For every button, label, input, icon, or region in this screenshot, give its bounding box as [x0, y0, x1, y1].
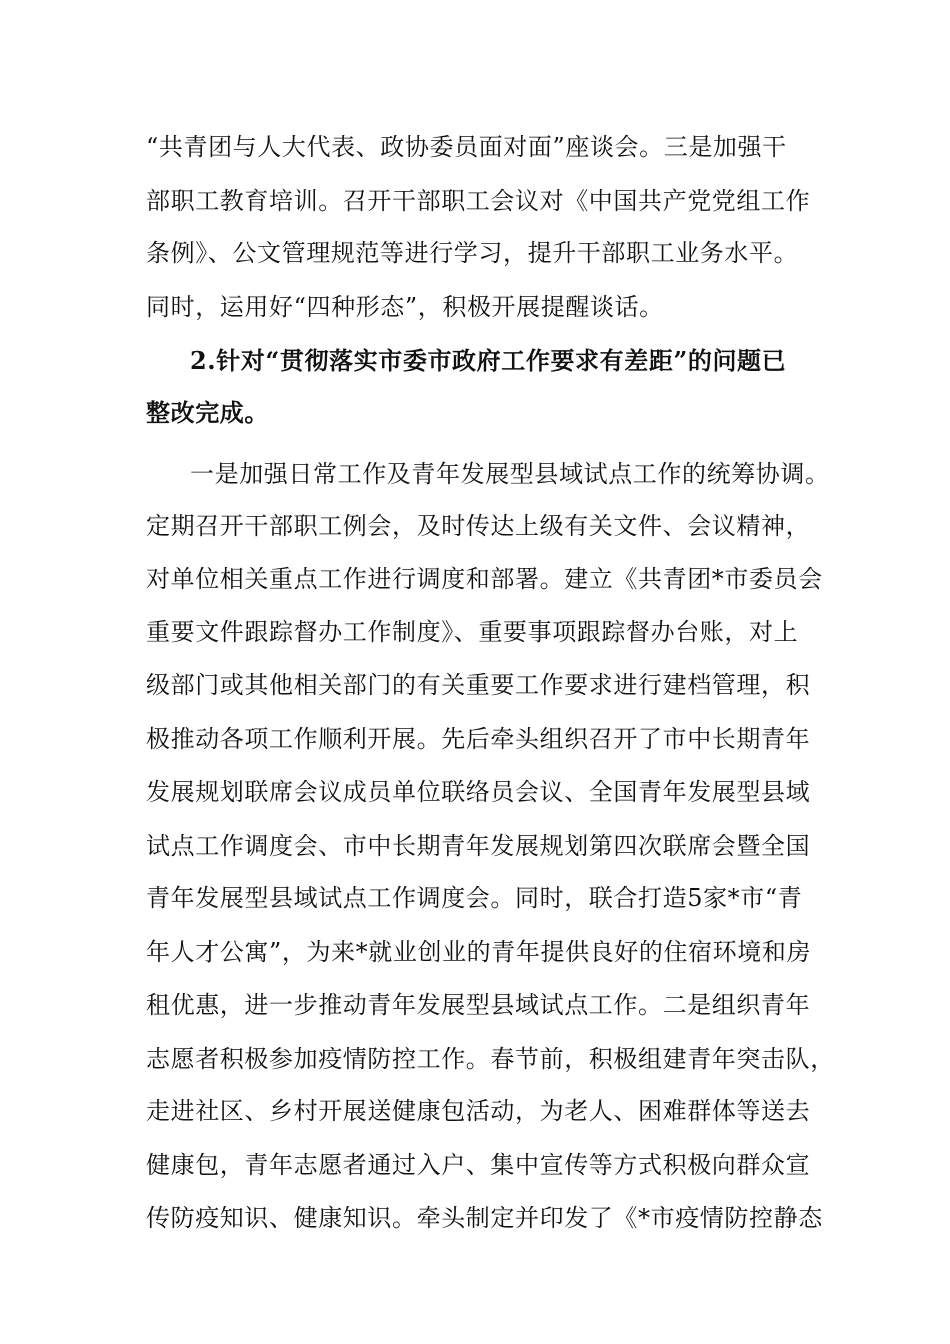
text-line: 对单位相关重点工作进行调度和部署。建立《共青团*市委员会: [146, 565, 823, 593]
text-line: 定期召开干部职工例会，及时传达上级有关文件、会议精神，: [146, 512, 811, 540]
text-line: 青年发展型县域试点工作调度会。同时，联合打造5家*市“青: [146, 884, 803, 912]
text-line: 条例》、公文管理规范等进行学习，提升干部职工业务水平。: [146, 239, 799, 267]
text-line: 租优惠，进一步推动青年发展型县域试点工作。二是组织青年: [146, 991, 811, 1019]
section-heading: 2.针对“贯彻落实市委市政府工作要求有差距”的问题已: [190, 346, 787, 375]
text-line: 同时，运用好“四种形态”，积极开展提醒谈话。: [146, 293, 664, 321]
text-line: 极推动各项工作顺利开展。先后牵头组织召开了市中长期青年: [146, 725, 811, 753]
text-line: 一是加强日常工作及青年发展型县域试点工作的统筹协调。: [190, 460, 830, 488]
text-line: “共青团与人大代表、政协委员面对面”座谈会。三是加强干: [146, 133, 787, 161]
section-heading: 整改完成。: [146, 398, 269, 427]
text-line: 走进社区、乡村开展送健康包活动，为老人、困难群体等送去: [146, 1097, 811, 1125]
text-line: 级部门或其他相关部门的有关重要工作要求进行建档管理，积: [146, 671, 811, 699]
text-line: 试点工作调度会、市中长期青年发展规划第四次联席会暨全国: [146, 832, 811, 860]
text-line: 健康包，青年志愿者通过入户、集中宣传等方式积极向群众宣: [146, 1151, 811, 1179]
text-line: 传防疫知识、健康知识。牵头制定并印发了《*市疫情防控静态: [146, 1204, 823, 1232]
text-line: 重要文件跟踪督办工作制度》、重要事项跟踪督办台账，对上: [146, 618, 799, 646]
text-line: 发展规划联席会议成员单位联络员会议、全国青年发展型县域: [146, 778, 811, 806]
text-line: 部职工教育培训。召开干部职工会议对《中国共产党党组工作: [146, 187, 811, 215]
text-line: 年人才公寓”，为来*就业创业的青年提供良好的住宿环境和房: [146, 938, 812, 966]
text-line: 志愿者积极参加疫情防控工作。春节前，积极组建青年突击队，: [146, 1045, 835, 1073]
